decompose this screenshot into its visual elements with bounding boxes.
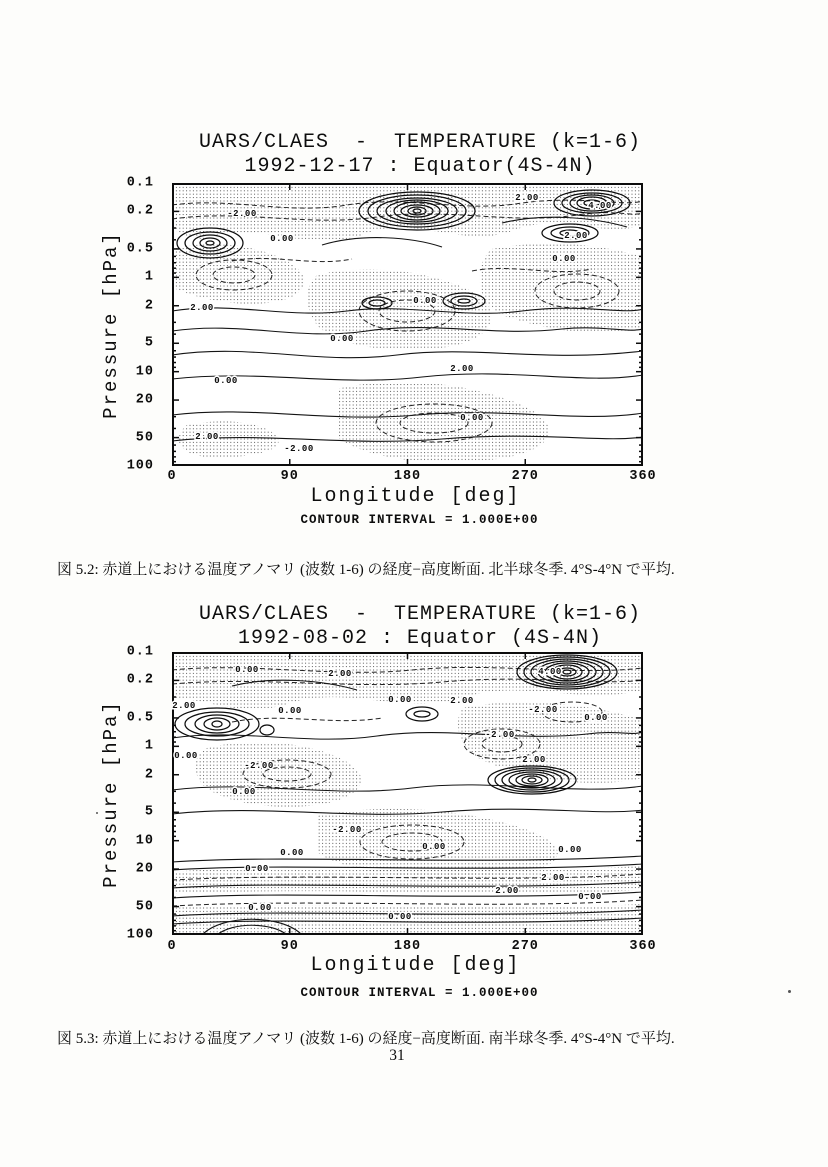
fig52-contour-interval-note: CONTOUR INTERVAL = 1.000E+00 [300, 513, 539, 527]
y-tick-label: 0.1 [126, 175, 154, 191]
contour-label: 0.00 [413, 296, 437, 306]
contour-label: 2.00 [515, 193, 539, 203]
y-tick-label: 20 [135, 861, 154, 877]
y-tick-label: 50 [135, 899, 154, 915]
x-tick-label: 0 [167, 939, 177, 954]
contour-label: 0.00 [235, 665, 259, 675]
fig53-plot-title: UARS/CLAES - TEMPERATURE (k=1-6) [198, 603, 642, 626]
x-tick-label: 90 [280, 939, 299, 954]
contour-label: -2.00 [284, 444, 314, 454]
contour-label: 0.00 [552, 254, 576, 264]
fig52-y-axis-title-text: Pressure [hPa] [100, 230, 123, 419]
contour-label: 0.00 [422, 842, 446, 852]
fig52-plot-title: UARS/CLAES - TEMPERATURE (k=1-6) [198, 131, 642, 154]
contour-label: 2.00 [522, 755, 546, 765]
y-tick-label: 0.5 [126, 710, 154, 726]
y-tick-label: 0.1 [126, 644, 154, 660]
contour-label: 0.00 [248, 903, 272, 913]
contour-label: 2.00 [541, 873, 565, 883]
contour-label: 2.00 [195, 432, 219, 442]
contour-label: 0.00 [460, 413, 484, 423]
contour-label: 0.00 [584, 713, 608, 723]
contour-label: 0.00 [330, 334, 354, 344]
fig53-plot-subtitle: 1992-08-02 : Equator (4S-4N) [237, 627, 603, 650]
contour-label: 2.00 [450, 696, 474, 706]
x-tick-label: 180 [393, 939, 422, 954]
contour-label: 0.00 [278, 706, 302, 716]
y-tick-label: 10 [135, 364, 154, 380]
fig53-x-axis-title: Longitude [deg] [310, 954, 521, 977]
contour-label: 0.00 [214, 376, 238, 386]
y-tick-label: 20 [135, 392, 154, 408]
contour-label: 2.00 [495, 886, 519, 896]
contour-label: 2.00 [328, 669, 352, 679]
x-tick-label: 0 [167, 469, 177, 484]
fig53-caption: 図 5.3: 赤道上における温度アノマリ (波数 1-6) の経度−高度断面. 南半球冬季. 4°S-4°N で平均. [57, 1031, 675, 1047]
contour-label: -2.00 [485, 730, 515, 740]
contour-label: -2.00 [227, 209, 257, 219]
x-tick-label: 360 [629, 939, 657, 954]
y-tick-label: 10 [135, 833, 154, 849]
contour-label: 0.00 [578, 892, 602, 902]
fig53-y-tick-labels [110, 644, 160, 943]
fig53-contour-interval-note: CONTOUR INTERVAL = 1.000E+00 [300, 986, 539, 1000]
fig53-contour-plot [172, 652, 643, 935]
contour-label: 4.00 [588, 201, 612, 211]
contour-label: 0.00 [558, 845, 582, 855]
scan-speck [788, 990, 791, 993]
contour-label: -2.00 [244, 761, 274, 771]
scan-speck [96, 812, 98, 814]
y-tick-label: 0.2 [126, 203, 154, 219]
x-tick-label: 180 [393, 469, 422, 484]
fig52-y-tick-labels [110, 175, 160, 474]
y-tick-label: 0.5 [126, 241, 154, 257]
contour-label: 0.00 [280, 848, 304, 858]
x-tick-label: 270 [511, 469, 539, 484]
contour-label: -2.00 [332, 825, 362, 835]
y-tick-label: 0.2 [126, 672, 154, 688]
fig52-contour-art [172, 183, 643, 462]
fig52-x-axis-title: Longitude [deg] [310, 485, 521, 508]
y-tick-label: 2 [144, 298, 154, 314]
fig52-caption: 図 5.2: 赤道上における温度アノマリ (波数 1-6) の経度−高度断面. 北半球冬季. 4°S-4°N で平均. [57, 562, 675, 578]
stipple-shading [172, 183, 643, 462]
contour-label: 0.00 [174, 751, 198, 761]
contour-label: 4.00 [538, 667, 562, 677]
y-tick-label: 1 [144, 269, 154, 285]
fig53-y-axis-title-text: Pressure [hPa] [100, 699, 123, 888]
y-tick-label: 100 [126, 458, 154, 474]
y-tick-label: 2 [144, 767, 154, 783]
contour-label: 2.00 [172, 701, 196, 711]
x-tick-label: 90 [280, 469, 299, 484]
contour-label: 0.00 [388, 912, 412, 922]
x-tick-label: 360 [629, 469, 657, 484]
contour-label: -2.00 [528, 705, 558, 715]
x-tick-label: 270 [511, 939, 539, 954]
contour-label: 2.00 [190, 303, 214, 313]
fig52-contour-plot [172, 183, 643, 466]
page-number: 31 [389, 1047, 405, 1064]
y-tick-label: 100 [126, 927, 154, 943]
contour-label: 0.00 [270, 234, 294, 244]
fig52-plot-subtitle: 1992-12-17 : Equator(4S-4N) [244, 155, 596, 178]
y-tick-label: 1 [144, 738, 154, 754]
y-tick-label: 5 [144, 804, 154, 820]
contour-label: 2.00 [450, 364, 474, 374]
contour-label: 0.00 [232, 787, 256, 797]
y-tick-label: 50 [135, 430, 154, 446]
contour-label: 2.00 [564, 231, 588, 241]
contour-label: 0.00 [388, 695, 412, 705]
contour-label: 0.00 [245, 864, 269, 874]
y-tick-label: 5 [144, 335, 154, 351]
